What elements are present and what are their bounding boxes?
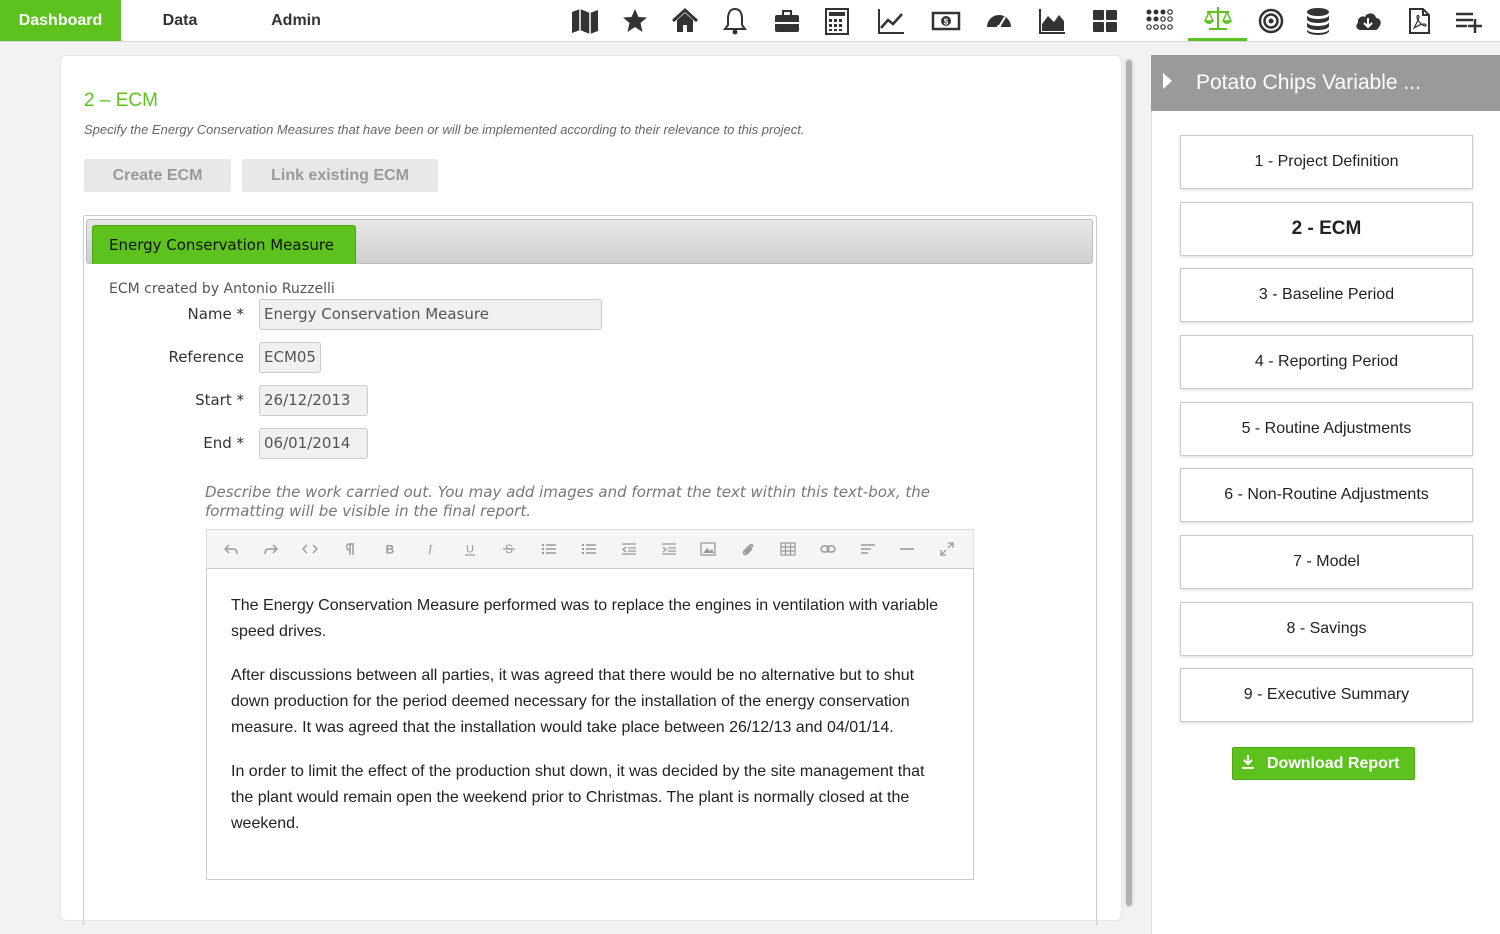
editor-toolbar xyxy=(206,529,974,569)
editor-paragraph: In order to limit the effect of the production shut down, it was decided by the site management that the plant would remain open the weekend prior to Christmas. The plant is normally closed at the weekend. xyxy=(231,763,925,832)
numbered-list-icon[interactable] xyxy=(569,530,609,568)
name-input[interactable]: Energy Conservation Measure xyxy=(259,299,602,330)
gauge-icon[interactable] xyxy=(974,0,1024,41)
strikethrough-icon[interactable] xyxy=(490,530,530,568)
step-baseline-period[interactable]: 3 - Baseline Period xyxy=(1180,268,1473,322)
area-chart-icon[interactable] xyxy=(1027,0,1077,41)
money-icon[interactable] xyxy=(921,0,971,41)
bullet-list-icon[interactable] xyxy=(529,530,569,568)
end-label: End * xyxy=(203,434,244,452)
cloud-download-icon[interactable] xyxy=(1343,0,1393,41)
step-non-routine-adjustments[interactable]: 6 - Non-Routine Adjustments xyxy=(1180,468,1473,522)
caret-right-icon[interactable] xyxy=(1163,73,1172,89)
step-model[interactable]: 7 - Model xyxy=(1180,535,1473,589)
tab-data[interactable]: Data xyxy=(162,12,198,29)
scrollbar-thumb[interactable] xyxy=(1126,60,1132,906)
redo-icon[interactable] xyxy=(251,530,291,568)
editor-paragraph: After discussions between all parties, it was agreed that there would be no alternative but to shut down production for the period deemed necessary for the installation of the energy conservation measure. It was agreed that the installation would take place between 26/12/13 and 04/01/14. xyxy=(231,667,915,736)
briefcase-icon[interactable] xyxy=(762,0,812,41)
tab-admin[interactable]: Admin xyxy=(271,12,321,29)
bold-icon[interactable] xyxy=(370,530,410,568)
dashboard-grid-icon[interactable] xyxy=(1080,0,1130,41)
step-routine-adjustments[interactable]: 5 - Routine Adjustments xyxy=(1180,402,1473,456)
section-description: Specify the Energy Conservation Measures that have been or will be implemented according to their relevance to this project. xyxy=(84,122,805,137)
create-ecm-button[interactable]: Create ECM xyxy=(84,159,231,192)
underline-icon[interactable] xyxy=(450,530,490,568)
step-savings[interactable]: 8 - Savings xyxy=(1180,602,1473,656)
table-icon[interactable] xyxy=(768,530,808,568)
download-icon xyxy=(1241,754,1255,770)
section-title: 2 – ECM xyxy=(84,90,158,111)
editor-paragraph: The Energy Conservation Measure performed was to replace the engines in ventilation with variable speed drives. xyxy=(231,597,939,640)
project-title: Potato Chips Variable ... xyxy=(1196,71,1421,94)
tab-dashboard[interactable]: Dashboard xyxy=(0,0,121,41)
bell-icon[interactable] xyxy=(710,0,760,41)
fullscreen-icon[interactable] xyxy=(927,530,967,568)
line-chart-icon[interactable] xyxy=(866,0,916,41)
svg-text:I: I xyxy=(427,541,433,557)
svg-text:B: B xyxy=(385,542,395,557)
database-icon[interactable] xyxy=(1293,0,1343,41)
rich-text-editor[interactable] xyxy=(206,568,974,880)
add-list-icon[interactable] xyxy=(1443,0,1493,41)
home-icon[interactable] xyxy=(660,0,710,41)
step-project-definition[interactable]: 1 - Project Definition xyxy=(1180,135,1473,189)
balance-scale-icon[interactable] xyxy=(1188,0,1247,41)
map-icon[interactable] xyxy=(560,0,610,41)
end-date-input[interactable]: 06/01/2014 xyxy=(259,428,368,459)
created-by-text: ECM created by Antonio Ruzzelli xyxy=(109,281,335,297)
outdent-icon[interactable] xyxy=(609,530,649,568)
attachment-icon[interactable] xyxy=(728,530,768,568)
star-icon[interactable] xyxy=(610,0,660,41)
indent-icon[interactable] xyxy=(649,530,689,568)
pdf-icon[interactable] xyxy=(1394,0,1444,41)
editor-hint: Describe the work carried out. You may add images and format the text within this text-box, the formatting will be visible in the final report. xyxy=(205,483,930,520)
paragraph-icon[interactable] xyxy=(330,530,370,568)
start-label: Start * xyxy=(195,391,244,409)
link-existing-ecm-button[interactable]: Link existing ECM xyxy=(242,159,438,192)
align-icon[interactable] xyxy=(848,530,888,568)
link-icon[interactable] xyxy=(808,530,848,568)
step-executive-summary[interactable]: 9 - Executive Summary xyxy=(1180,668,1473,722)
svg-text:$: $ xyxy=(943,17,949,26)
svg-text:U: U xyxy=(465,543,474,556)
download-report-button[interactable]: Download Report xyxy=(1232,747,1415,780)
undo-icon[interactable] xyxy=(211,530,251,568)
reference-label: Reference xyxy=(168,348,244,366)
step-ecm[interactable]: 2 - ECM xyxy=(1180,202,1473,256)
start-date-input[interactable]: 26/12/2013 xyxy=(259,385,368,416)
top-navigation xyxy=(0,0,1500,42)
reference-input[interactable]: ECM05 xyxy=(259,342,321,373)
dots-grid-icon[interactable] xyxy=(1133,0,1183,41)
svg-text:S: S xyxy=(505,542,514,556)
step-reporting-period[interactable]: 4 - Reporting Period xyxy=(1180,335,1473,389)
tab-energy-conservation-measure[interactable]: Energy Conservation Measure xyxy=(92,225,356,264)
horizontal-rule-icon[interactable] xyxy=(888,530,928,568)
code-icon[interactable] xyxy=(291,530,331,568)
image-icon[interactable] xyxy=(689,530,729,568)
name-label: Name * xyxy=(187,305,244,323)
italic-icon[interactable] xyxy=(410,530,450,568)
target-icon[interactable] xyxy=(1246,0,1296,41)
calculator-icon[interactable] xyxy=(812,0,862,41)
